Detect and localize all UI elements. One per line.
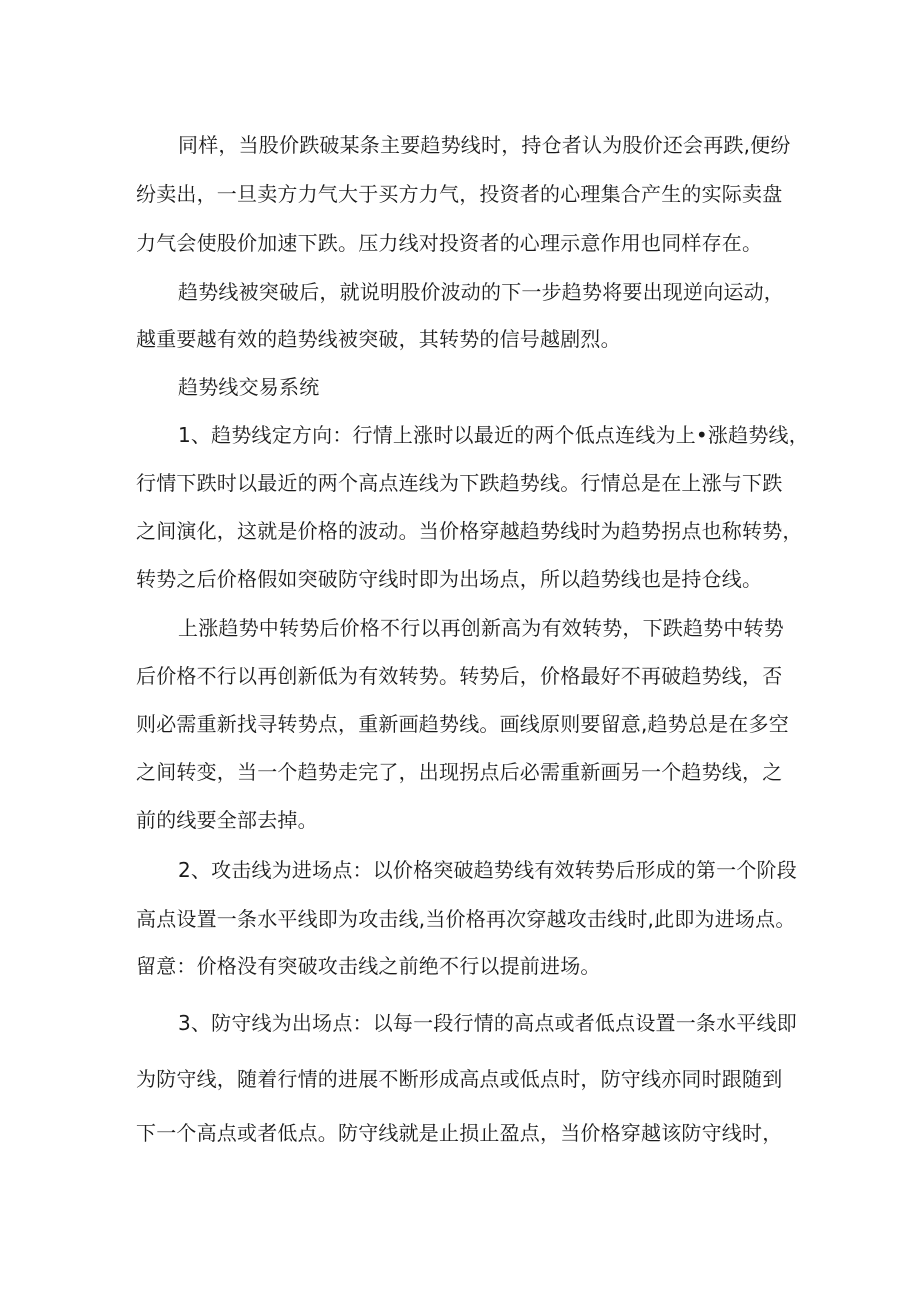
paragraph-6-line-1: 3、防守线为出场点：以每一段行情的高点或者低点设置一条水平线即 xyxy=(178,1011,797,1035)
paragraph-5-line-1: 2、攻击线为进场点：以价格突破趋势线有效转势后形成的第一个阶段 xyxy=(178,858,797,882)
paragraph-2-line-1: 趋势线被突破后，就说明股价波动的下一步趋势将要出现逆向运动， xyxy=(178,280,784,304)
paragraph-6-line-2: 为防守线，随着行情的进展不断形成高点或低点时，防守线亦同时跟随到 xyxy=(136,1067,783,1091)
paragraph-6-line-3: 下一个高点或者低点。防守线就是止损止盈点，当价格穿越该防守线时， xyxy=(136,1121,783,1145)
paragraph-4-line-5: 前的线要全部去掉。 xyxy=(136,808,318,832)
paragraph-1-line-3: 力气会使股价加速下跌。压力线对投资者的心理示意作用也同样存在。 xyxy=(136,231,763,255)
paragraph-4-line-1: 上涨趋势中转势后价格不行以再创新高为有效转势，下跌趋势中转势 xyxy=(178,616,784,640)
paragraph-4-line-2: 后价格不行以再创新低为有效转势。转势后，价格最好不再破趋势线，否 xyxy=(136,664,783,688)
paragraph-4-line-3: 则必需重新找寻转势点，重新画趋势线。画线原则要留意,趋势总是在多空 xyxy=(136,712,789,736)
paragraph-1-line-2: 纷卖出，一旦卖方力气大于买方力气，投资者的心理集合产生的实际卖盘 xyxy=(136,182,783,206)
paragraph-1-line-1: 同样，当股价跌破某条主要趋势线时，持仓者认为股价还会再跌,便纷 xyxy=(178,133,791,157)
paragraph-3-line-2: 行情下跌时以最近的两个高点连线为下跌趋势线。行情总是在上涨与下跌 xyxy=(136,471,783,495)
section-heading: 趋势线交易系统 xyxy=(178,375,320,399)
paragraph-3-line-1: 1、趋势线定方向：行情上涨时以最近的两个低点连线为上•涨趋势线， xyxy=(178,423,809,447)
paragraph-4-line-4: 之间转变，当一个趋势走完了，出现拐点后必需重新画另一个趋势线，之 xyxy=(136,760,783,784)
paragraph-5-line-3: 留意：价格没有突破攻击线之前绝不行以提前进场。 xyxy=(136,954,601,978)
paragraph-5-line-2: 高点设置一条水平线即为攻击线,当价格再次穿越攻击线时,此即为进场点。 xyxy=(136,907,796,931)
paragraph-2-line-2: 越重要越有效的趋势线被突破，其转势的信号越剧烈。 xyxy=(136,327,621,351)
paragraph-3-line-3: 之间演化，这就是价格的波动。当价格穿越趋势线时为趋势拐点也称转势， xyxy=(136,519,803,543)
paragraph-3-line-4: 转势之后价格假如突破防守线时即为出场点，所以趋势线也是持仓线。 xyxy=(136,567,763,591)
